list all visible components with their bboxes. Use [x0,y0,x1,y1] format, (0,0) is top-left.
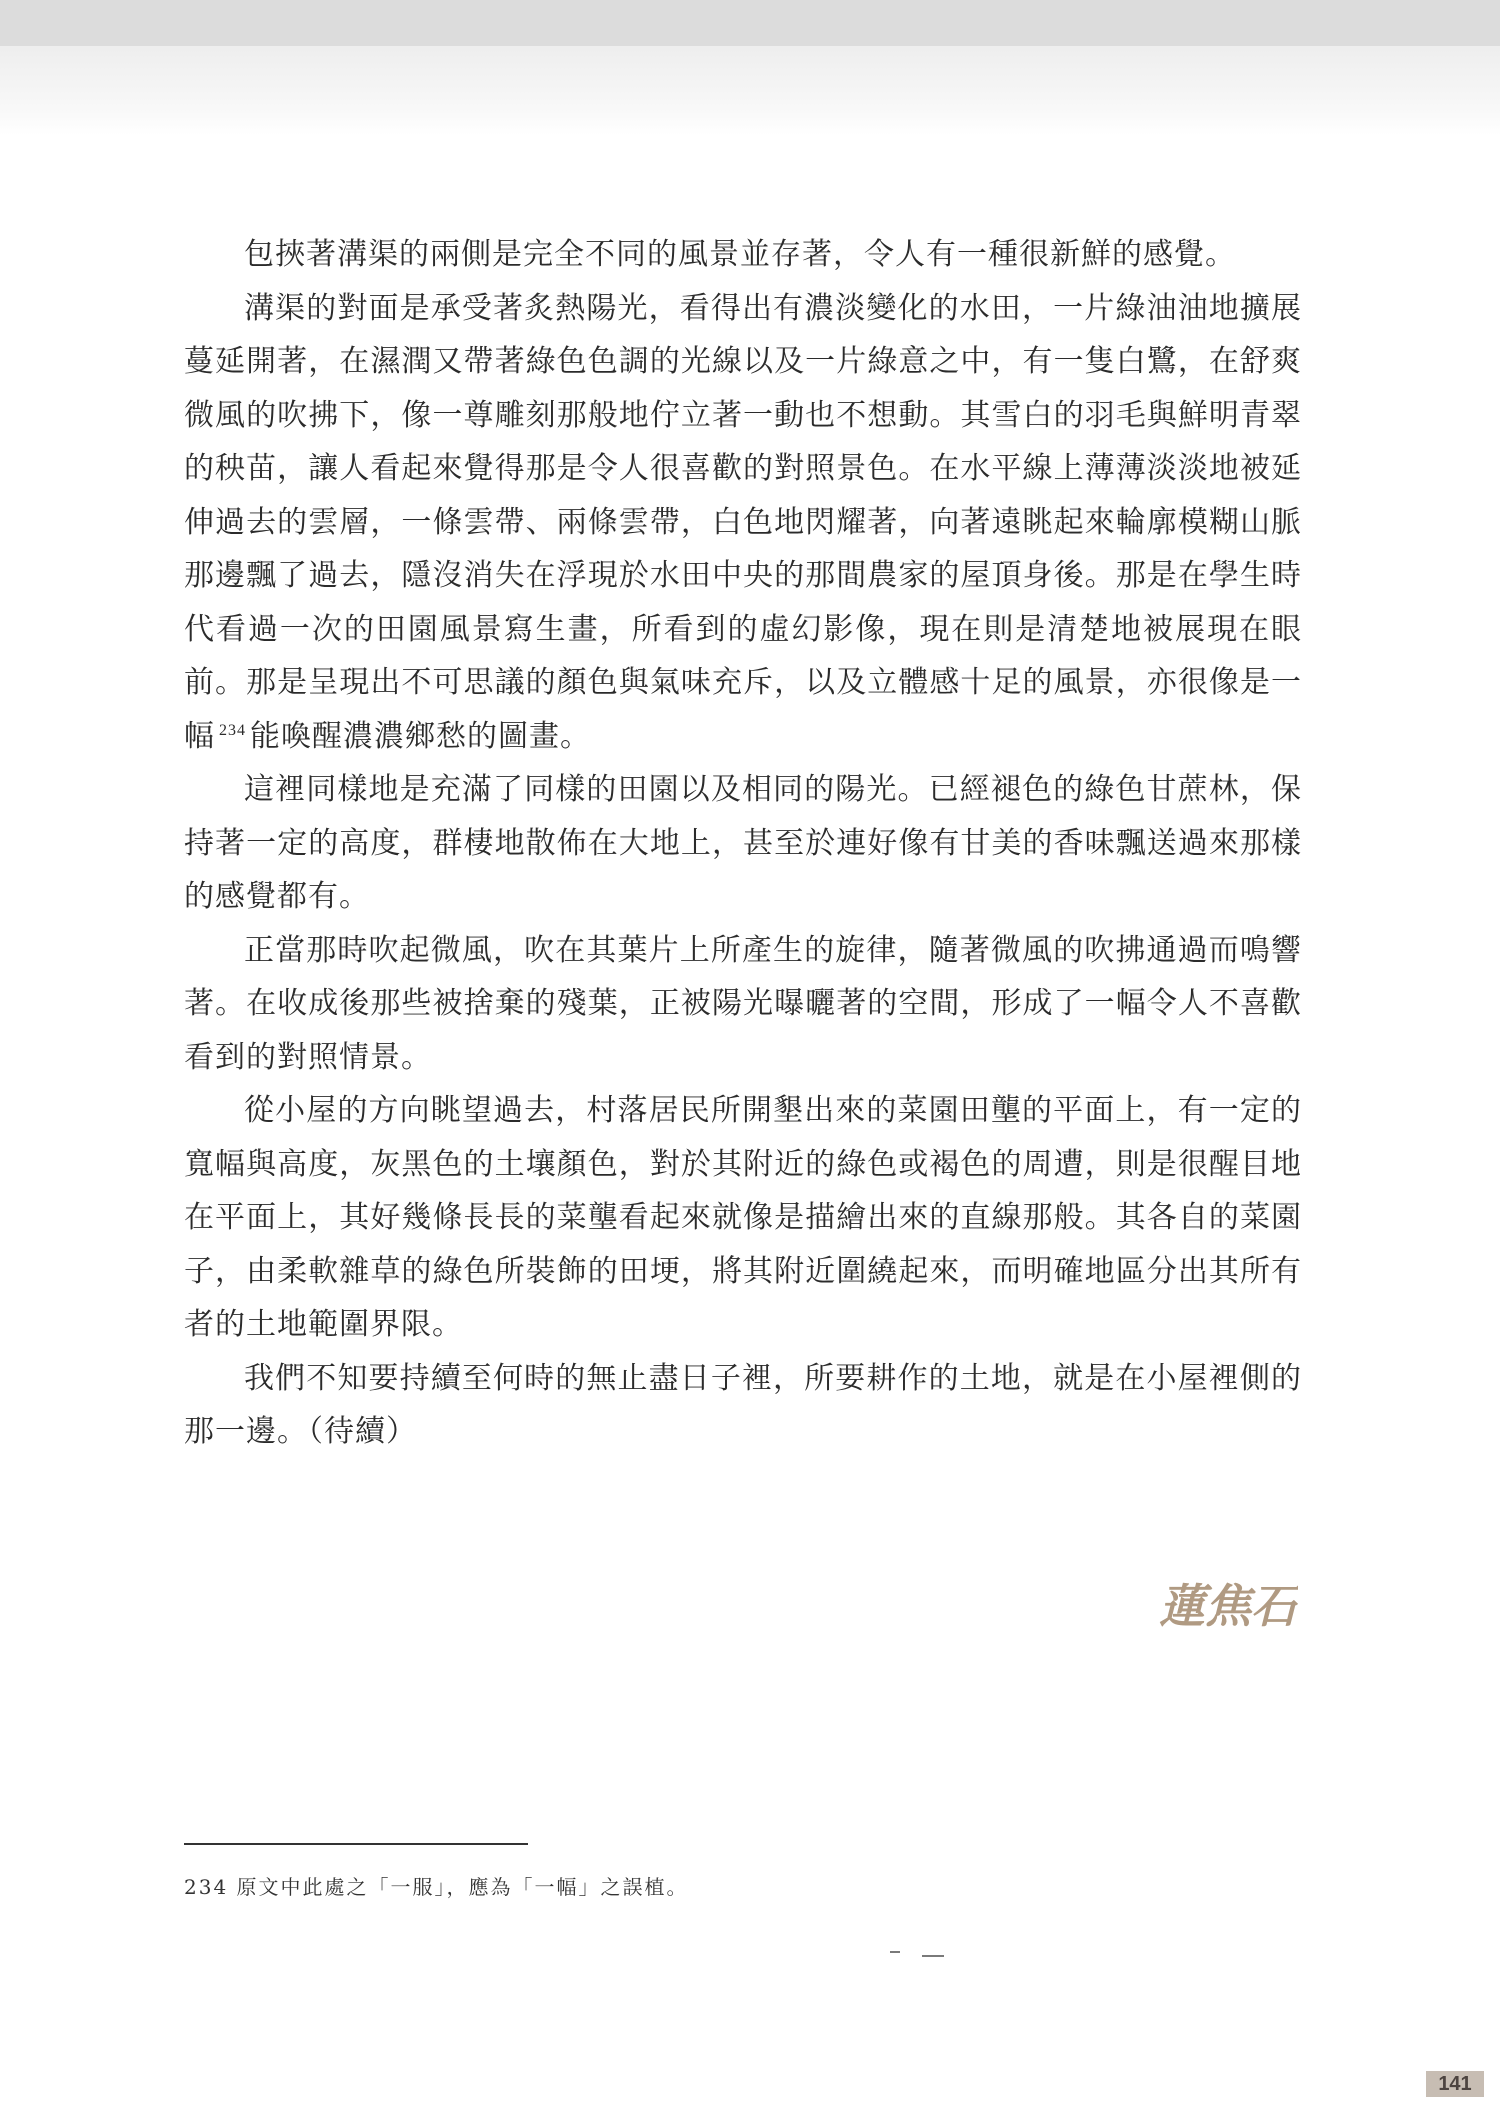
paragraph-3: 這裡同樣地是充滿了同樣的田園以及相同的陽光。已經褪色的綠色甘蔗林，保持著一定的高度，群棲地散佈在大地上，甚至於連好像有甘美的香味飄送過來那樣的感覺都有。 [184,772,1302,914]
decorative-seal-logo [1158,1572,1298,1636]
paragraph-2-text: 溝渠的對面是承受著炙熱陽光，看得出有濃淡變化的水田，一片綠油油地擴展蔓延開著，在濕潤又帶著綠色色調的光線以及一片綠意之中，有一隻白鷺，在舒爽微風的吹拂下，像一尊雕刻那般地佇立著一動也不想動。其雪白的羽毛與鮮明青翠的秧苗，讓人看起來覺得那是令人很喜歡的對照景色。在水平線上薄薄淡淡地被延伸過去的雲層，一條雲帶、兩條雲帶，白色地閃耀著，向著遠眺起來輪廓模糊山脈那邊飄了過去，隱沒消失在浮現於水田中央的那間農家的屋頂身後。那是在學生時代看過一次的田園風景寫生畫，所看到的虛幻影像，現在則是清楚地被展現在眼前。那是呈現出不可思議的顏色與氣味充斥，以及立體感十足的風景，亦很像是一幅 [184,290,1302,754]
page-top-strip [0,0,1500,46]
scan-speck [890,1951,900,1953]
footnote-234: 234 原文中此處之「一服」，應為「一幅」之誤植。 [184,1875,689,1899]
seal-glyphs: 蓮焦石 [1159,1579,1297,1633]
paragraph-2 [184,282,1302,764]
paragraph-4: 正當那時吹起微風，吹在其葉片上所產生的旋律，隨著微風的吹拂通過而鳴響著。在收成後那些被捨棄的殘葉，正被陽光曝曬著的空間，形成了一幅令人不喜歡看到的對照情景。 [184,932,1302,1075]
paragraph-1: 包挾著溝渠的兩側是完全不同的風景並存著，令人有一種很新鮮的感覺。 [244,237,1236,272]
page-number: 141 [1426,2071,1484,2097]
paragraph-6: 我們不知要持續至何時的無止盡日子裡，所要耕作的土地，就是在小屋裡側的那一邊。（待續） [184,1360,1302,1449]
footnote-reference[interactable]: 234 [219,721,246,739]
footnote-divider [184,1843,528,1845]
paragraph-2-tail: 能喚醒濃濃鄉愁的圖畫。 [250,718,591,754]
scan-speck [922,1955,944,1957]
paragraph-5: 從小屋的方向眺望過去，村落居民所開墾出來的菜園田壟的平面上，有一定的寬幅與高度，灰黑色的土壤顏色，對於其附近的綠色或褐色的周遭，則是很醒目地在平面上，其好幾條長長的菜壟看起來就像是描繪出來的直線那般。其各自的菜園子，由柔軟雜草的綠色所裝飾的田埂，將其附近圍繞起來，而明確地區分出其所有者的土地範圍界限。 [184,1093,1302,1342]
article-body [184,228,1302,1459]
